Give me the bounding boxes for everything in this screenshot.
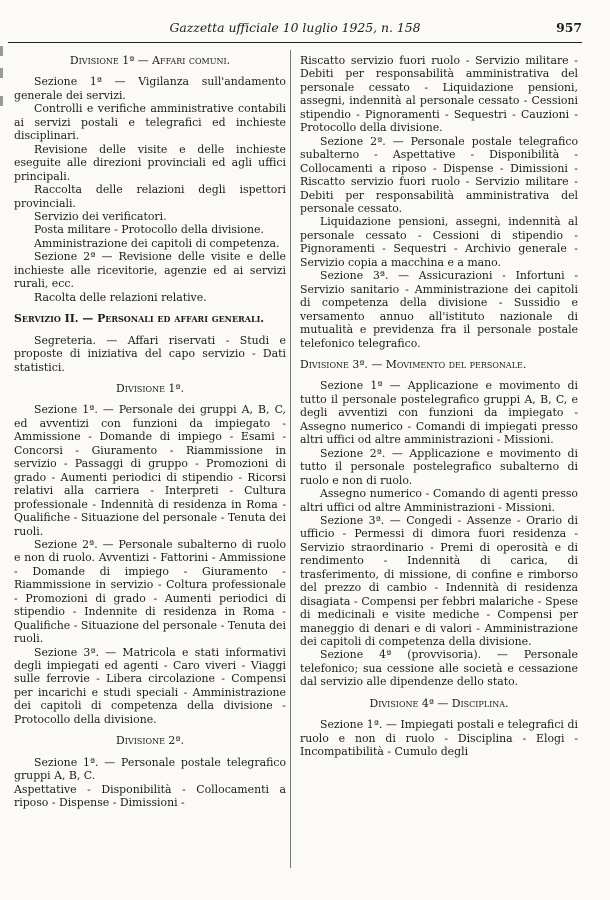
div1-section-2: Sezione 2ª. — Personale subalterno di ruolo e non di ruolo. Avventizi - Fattorini - Ammissione - Domande di impiego - Giuramento - Riammissione in servizio - Coltura professionale - Promozioni di grado - Aumenti periodici di stipendio - Indennite di residenza in Roma - Qualifiche - Situazione del personale - Tenuta dei ruoli. [14, 537, 286, 646]
right-column [300, 54, 578, 759]
div3-section-2-b: Assegno numerico - Comando di agenti presso altri uffici od altre Amministrazioni - Missioni. [300, 487, 578, 514]
margin-mark [0, 68, 3, 78]
margin-mark [0, 46, 3, 56]
division-3-heading: Divisione 3ª. — Movimento del personale. [300, 357, 527, 371]
div3-section-1: Sezione 1ª — Applicazione e movimento di tutto il personale postelegrafico gruppi A, B, C, e degli avventizi con funzioni da impiegato - Assegno numerico - Comandi di impiegati presso altri uffici od altre amministrazioni - Missioni. [300, 379, 578, 447]
header-title: Gazzetta ufficiale 10 luglio 1925, n. 158 [169, 20, 421, 35]
page-number: 957 [556, 20, 582, 35]
div2-section-1-cont: Aspettative - Disponibilità - Collocamenti a riposo - Dispense - Dimissioni - [14, 782, 286, 810]
margin-mark [0, 96, 3, 106]
section-1-item: Controlli e verifiche amministrative contabili ai servizi postali e telegrafici ed inchieste disciplinari. [14, 102, 286, 143]
division-2-heading: Divisione 2ª. [116, 734, 184, 748]
div2-continued: Riscatto servizio fuori ruolo - Servizio militare - Debiti per responsabilità amministrativa del personale cessato - Liquidazione pensioni, assegni, indennità al personale cessato - Cessioni stipendio - Pignoramenti - Sequestri - Cauzioni - Protocollo della divisione. [300, 54, 578, 135]
division-4-heading: Divisione 4ª — Disciplina. [369, 696, 509, 710]
servizio-heading: Servizio II. — Personali ed affari generali. [14, 312, 265, 326]
div3-section-3: Sezione 3ª. — Congedi - Assenze - Orario di ufficio - Permessi di dimora fuori residenza - Servizio straordinario - Premi di operosità e di rendimento - Indennità di carica, di trasferimento, di missione, di confine e rimborso del prezzo di cambio - Indennità di residenza disagiata - Compensi per febbri malariche - Spese di medicinali e visite mediche - Compensi per maneggio di denari e di valori - Amministrazione dei capitoli di competenza della divisione. [300, 513, 578, 649]
division-1b-heading: Divisione 1ª. [116, 381, 184, 395]
div3-section-4: Sezione 4ª (provvisoria). — Personale telefonico; sua cessione alle società e cessazione dal servizio alle dipendenze dello stato. [300, 648, 578, 689]
segreteria-text: Segreteria. — Affari riservati - Studi e proposte di iniziativa del capo servizio - Dati statistici. [14, 333, 286, 374]
left-column [14, 54, 286, 810]
div2-section-1: Sezione 1ª. — Personale postale telegrafico gruppi A, B, C. [14, 755, 286, 783]
div4-section-1: Sezione 1ª. — Impiegati postali e telegrafici di ruolo e non di ruolo - Disciplina - Elogi - Incompatibilità - Cumulo degli [300, 718, 578, 759]
section-1-item: Servizio dei verificatori. [34, 209, 167, 223]
div1-section-1: Sezione 1ª. — Personale dei gruppi A, B, C, ed avventizi con funzioni da impiegato - Ammissione - Domande di impiego - Esami - Concorsi - Giuramento - Riammissione in servizio - Passaggi di gruppo - Promozioni di grado - Aumenti periodici di stipendio - Ricorsi relativi alla carriera - Interpreti - Cultura professionale - Indennità di residenza in Roma - Qualifiche - Situazione del personale - Tenuta dei ruoli. [14, 403, 286, 538]
section-1-text: Sezione 1ª — Vigilanza sull'andamento generale dei servizi. [14, 75, 286, 102]
div2-section-2: Sezione 2ª. — Personale postale telegrafico subalterno - Aspettative - Disponibilità - Collocamenti a riposo - Dispense - Dimissioni - Riscatto servizio fuori ruolo - Servizio militare - Debiti per responsabilità amministrativa del personale cessato. [300, 134, 578, 215]
division-1-heading: Divisione 1ª — Affari comuni. [69, 54, 231, 67]
section-1-item: Revisione delle visite e delle inchieste eseguite alle direzioni provinciali ed agli uffici principali. [14, 142, 286, 183]
column-divider [290, 50, 291, 868]
div2-section-3: Sezione 3ª. — Assicurazioni - Infortuni - Servizio sanitario - Amministrazione dei capitoli di competenza della divisione - Sussidio e versamento annuo all'istituto nazionale di mutualità e previdenza fra il personale postale telefonico telegrafico. [300, 269, 578, 350]
section-2-text: Sezione 2ª — Revisione delle visite e delle inchieste alle ricevitorie, agenzie ed ai servizi rurali, ecc. [14, 250, 286, 291]
section-1-item: Posta militare - Protocollo della divisione. [34, 223, 264, 237]
section-1-item: Raccolta delle relazioni degli ispettori provinciali. [14, 183, 286, 210]
div3-section-2: Sezione 2ª. — Applicazione e movimento di tutto il personale postelegrafico subalterno di ruolo e non di ruolo. [300, 446, 578, 487]
page-header [8, 20, 582, 43]
div2-section-2-b: Liquidazione pensioni, assegni, indennità al personale cessato - Cessioni di stipendio - Pignoramenti - Sequestri - Archivio generale - Servizio copia a macchina e a mano. [300, 215, 578, 269]
section-1-item: Amministrazione dei capitoli di competenza. [34, 236, 280, 250]
div1-section-3: Sezione 3ª. — Matricola e stati informativi degli impiegati ed agenti - Caro viveri - Viaggi sulle ferrovie - Libera circolazione - Compensi per incarichi e studi speciali - Amministrazione dei capitoli di competenza della divisione - Protocollo della divisione. [14, 645, 286, 726]
section-2-item: Racolta delle relazioni relative. [34, 290, 207, 304]
